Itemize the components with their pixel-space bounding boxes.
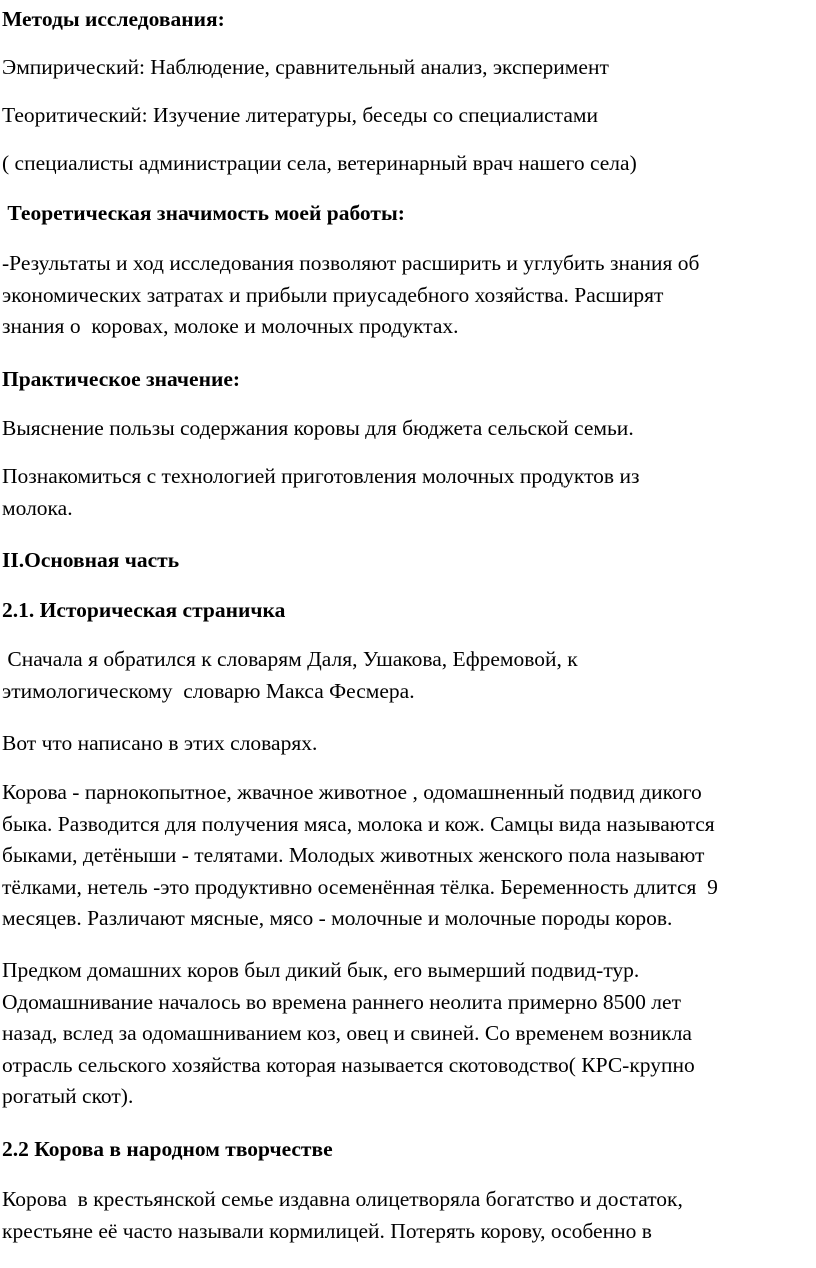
paragraph-line: месяцев. Различают мясные, мясо - молочные и молочные породы коров.: [2, 906, 673, 930]
significance-paragraph: [2, 248, 814, 343]
paragraph-line: Предком домашних коров был дикий бык, его вымерший подвид-тур.: [2, 958, 640, 982]
methods-heading: Методы исследования:: [2, 7, 225, 31]
historical-ancestor: [2, 955, 814, 1113]
paragraph-line: молока.: [2, 495, 73, 520]
paragraph-line: знания о коровах, молоке и молочных продуктах.: [2, 314, 459, 338]
main-part-heading: II.Основная часть: [2, 548, 180, 572]
paragraph-line: этимологическому словарю Макса Фесмера.: [2, 678, 415, 703]
paragraph-line: Корова в крестьянской семье издавна олицетворяла богатство и достаток,: [2, 1187, 683, 1211]
paragraph-line: быками, детёныши - телятами. Молодых животных женского пола называют: [2, 843, 705, 867]
methods-specialists: ( специалисты администрации села, ветеринарный врач нашего села): [2, 151, 637, 175]
paragraph-line: экономических затратах и прибыли приусадебного хозяйства. Расширят: [2, 282, 664, 307]
historical-dictionary-intro: Вот что написано в этих словарях.: [2, 731, 318, 755]
historical-intro: [2, 644, 814, 707]
paragraph-line: Познакомиться с технологией приготовления молочных продуктов из: [2, 464, 640, 488]
paragraph-line: рогатый скот).: [2, 1084, 134, 1108]
folk-paragraph: [2, 1184, 814, 1247]
methods-empirical: Эмпирический: Наблюдение, сравнительный анализ, эксперимент: [2, 55, 609, 79]
paragraph-line: назад, вслед за одомашниванием коз, овец и свиней. Со временем возникла: [2, 1021, 692, 1045]
methods-theoretical: Теоритический: Изучение литературы, беседы со специалистами: [2, 103, 598, 127]
paragraph-line: быка. Разводится для получения мяса, молока и кож. Самцы вида называются: [2, 811, 715, 836]
paragraph-line: Корова - парнокопытное, жвачное животное , одомашненный подвид дикого: [2, 780, 702, 804]
paragraph-line: -Результаты и ход исследования позволяют расширить и углубить знания об: [2, 251, 700, 275]
historical-definition: [2, 777, 814, 935]
significance-heading: Теоретическая значимость моей работы:: [2, 201, 405, 225]
folk-heading: 2.2 Корова в народном творчестве: [2, 1137, 333, 1161]
paragraph-line: Одомашнивание началось во времена раннего неолита примерно 8500 лет: [2, 989, 681, 1014]
paragraph-line: отрасль сельского хозяйства которая называется скотоводство( КРС-крупно: [2, 1052, 695, 1077]
historical-heading: 2.1. Историческая страничка: [2, 598, 286, 622]
practical-paragraph-2: [2, 461, 814, 524]
paragraph-line: Сначала я обратился к словарям Даля, Ушакова, Ефремовой, к: [2, 647, 578, 671]
practical-paragraph-1: Выяснение пользы содержания коровы для бюджета сельской семьи.: [2, 416, 634, 440]
paragraph-line: крестьяне её часто называли кормилицей. Потерять корову, особенно в: [2, 1218, 652, 1243]
paragraph-line: тёлками, нетель -это продуктивно осеменённая тёлка. Беременность длится 9: [2, 874, 718, 899]
practical-heading: Практическое значение:: [2, 367, 241, 391]
